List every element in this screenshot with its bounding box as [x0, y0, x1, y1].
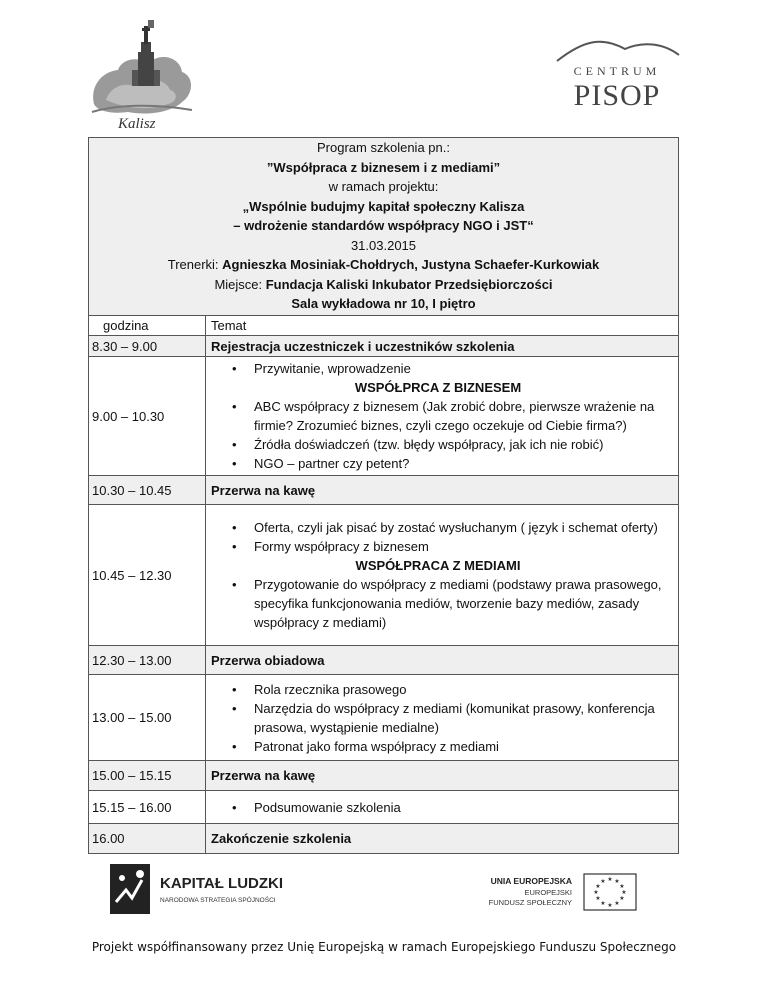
row-time: 12.30 – 13.00 [89, 646, 206, 675]
svg-text:★: ★ [600, 900, 606, 907]
eu-logo-line3: FUNDUSZ SPOŁECZNY [488, 898, 572, 907]
kalisz-logo-text: Kalisz [118, 116, 156, 132]
section-heading: WSPÓŁPRACA Z MEDIAMI [355, 558, 521, 573]
list-item: • Rola rzecznika prasowego [206, 680, 670, 699]
table-row [89, 646, 679, 675]
row-time: 16.00 [89, 824, 206, 854]
place-name: Fundacja Kaliski Inkubator Przedsiębiorczości [265, 276, 553, 292]
kapital-ludzki-title: KAPITAŁ LUDZKI [160, 875, 284, 892]
kapital-ludzki-logo [110, 862, 310, 920]
svg-text:★: ★ [607, 902, 613, 909]
row-topics [206, 791, 679, 824]
pisop-logo-line2: PISOP [573, 79, 661, 112]
column-header-time: godzina [89, 316, 206, 336]
project-title-line1: „Wspólnie budujmy kapitał społeczny Kalisza [242, 198, 525, 214]
room-line: Sala wykładowa nr 10, I piętro [291, 296, 476, 312]
table-row [89, 824, 679, 854]
row-topics [206, 357, 679, 476]
column-header-topic: Temat [206, 316, 679, 336]
row-topic: Przerwa na kawę [206, 476, 679, 505]
table-row [89, 675, 679, 761]
svg-text:★: ★ [600, 878, 606, 885]
svg-text:★: ★ [607, 876, 613, 883]
row-time: 9.00 – 10.30 [89, 357, 206, 476]
svg-text:★: ★ [614, 878, 620, 885]
row-topics [206, 675, 679, 761]
svg-text:★: ★ [595, 883, 601, 890]
eu-logo [482, 872, 642, 916]
svg-text:★: ★ [593, 889, 599, 896]
list-item: • Narzędzia do współpracy z mediami (komunikat prasowy, konferencja prasowa, wystąpienie medialne) [206, 699, 670, 737]
table-row [89, 336, 679, 357]
row-time: 15.00 – 15.15 [89, 761, 206, 791]
eu-logo-line1: UNIA EUROPEJSKA [490, 876, 572, 886]
list-item: • Przygotowanie do współpracy z mediami (podstawy prawa prasowego, specyfika funkcjonowania mediów, tworzenie bazy mediów, zasady współpracy z mediami) [206, 575, 670, 632]
svg-text:★: ★ [614, 900, 620, 907]
table-row [89, 476, 679, 505]
section-heading: WSPÓŁPRCA Z BIZNESEM [354, 380, 522, 395]
svg-text:★: ★ [595, 895, 601, 902]
training-date: 31.03.2015 [350, 237, 417, 253]
list-item: • Źródła doświadczeń (tzw. błędy współpracy, jak ich nie robić) [206, 435, 670, 454]
row-time: 13.00 – 15.00 [89, 675, 206, 761]
list-item: • Formy współpracy z biznesem [206, 537, 670, 556]
pisop-logo [555, 35, 680, 113]
row-topic: Przerwa obiadowa [206, 646, 679, 675]
list-item: • Oferta, czyli jak pisać by zostać wysłuchanym ( język i schemat oferty) [206, 518, 670, 537]
row-time: 8.30 – 9.00 [89, 336, 206, 357]
svg-text:★: ★ [621, 889, 627, 896]
table-row [89, 505, 679, 646]
table-row [89, 357, 679, 476]
training-title: ”Współpraca z biznesem i z mediami” [266, 159, 501, 175]
program-header [89, 138, 679, 316]
footer-text: Projekt współfinansowany przez Unię Europejską w ramach Europejskiego Funduszu Społecznego [91, 940, 677, 954]
list-item: • NGO – partner czy petent? [206, 454, 670, 473]
place-line [89, 275, 678, 295]
project-title-line2: – wdrożenie standardów współpracy NGO i JST“ [233, 218, 534, 234]
trainers-line [89, 255, 678, 275]
table-row [89, 761, 679, 791]
row-topic: Rejestracja uczestniczek i uczestników szkolenia [206, 336, 679, 357]
svg-text:★: ★ [619, 895, 625, 902]
row-topic: Przerwa na kawę [206, 761, 679, 791]
trainers-label: Trenerki: [167, 257, 223, 273]
eu-logo-line2: EUROPEJSKI [524, 888, 572, 897]
program-header-row [89, 138, 679, 316]
list-item: • Podsumowanie szkolenia [206, 798, 670, 817]
row-topics [206, 505, 679, 646]
row-time: 10.45 – 12.30 [89, 505, 206, 646]
program-table [88, 137, 679, 854]
header-intro: Program szkolenia pn.: [317, 140, 450, 156]
table-row [89, 791, 679, 824]
row-time: 15.15 – 16.00 [89, 791, 206, 824]
column-header-row [89, 316, 679, 336]
list-item: • Patronat jako forma współpracy z mediami [206, 737, 670, 756]
pisop-logo-line1: CENTRUM [573, 64, 661, 78]
list-item: • ABC współpracy z biznesem (Jak zrobić dobre, pierwsze wrażenie na firmie? Zrozumieć biznes, czyli czego oczekuje od Ciebie firma?) [206, 397, 670, 435]
kapital-ludzki-subtitle: NARODOWA STRATEGIA SPÓJNOŚCI [160, 897, 276, 904]
row-topic: Zakończenie szkolenia [206, 824, 679, 854]
list-item: • Przywitanie, wprowadzenie [206, 359, 670, 378]
row-time: 10.30 – 10.45 [89, 476, 206, 505]
place-label: Miejsce: [214, 276, 266, 292]
trainers-names: Agnieszka Mosiniak-Chołdrych, Justyna Schaefer-Kurkowiak [222, 257, 600, 273]
kalisz-logo [88, 12, 198, 134]
project-intro: w ramach projektu: [328, 179, 439, 195]
svg-text:★: ★ [619, 883, 625, 890]
